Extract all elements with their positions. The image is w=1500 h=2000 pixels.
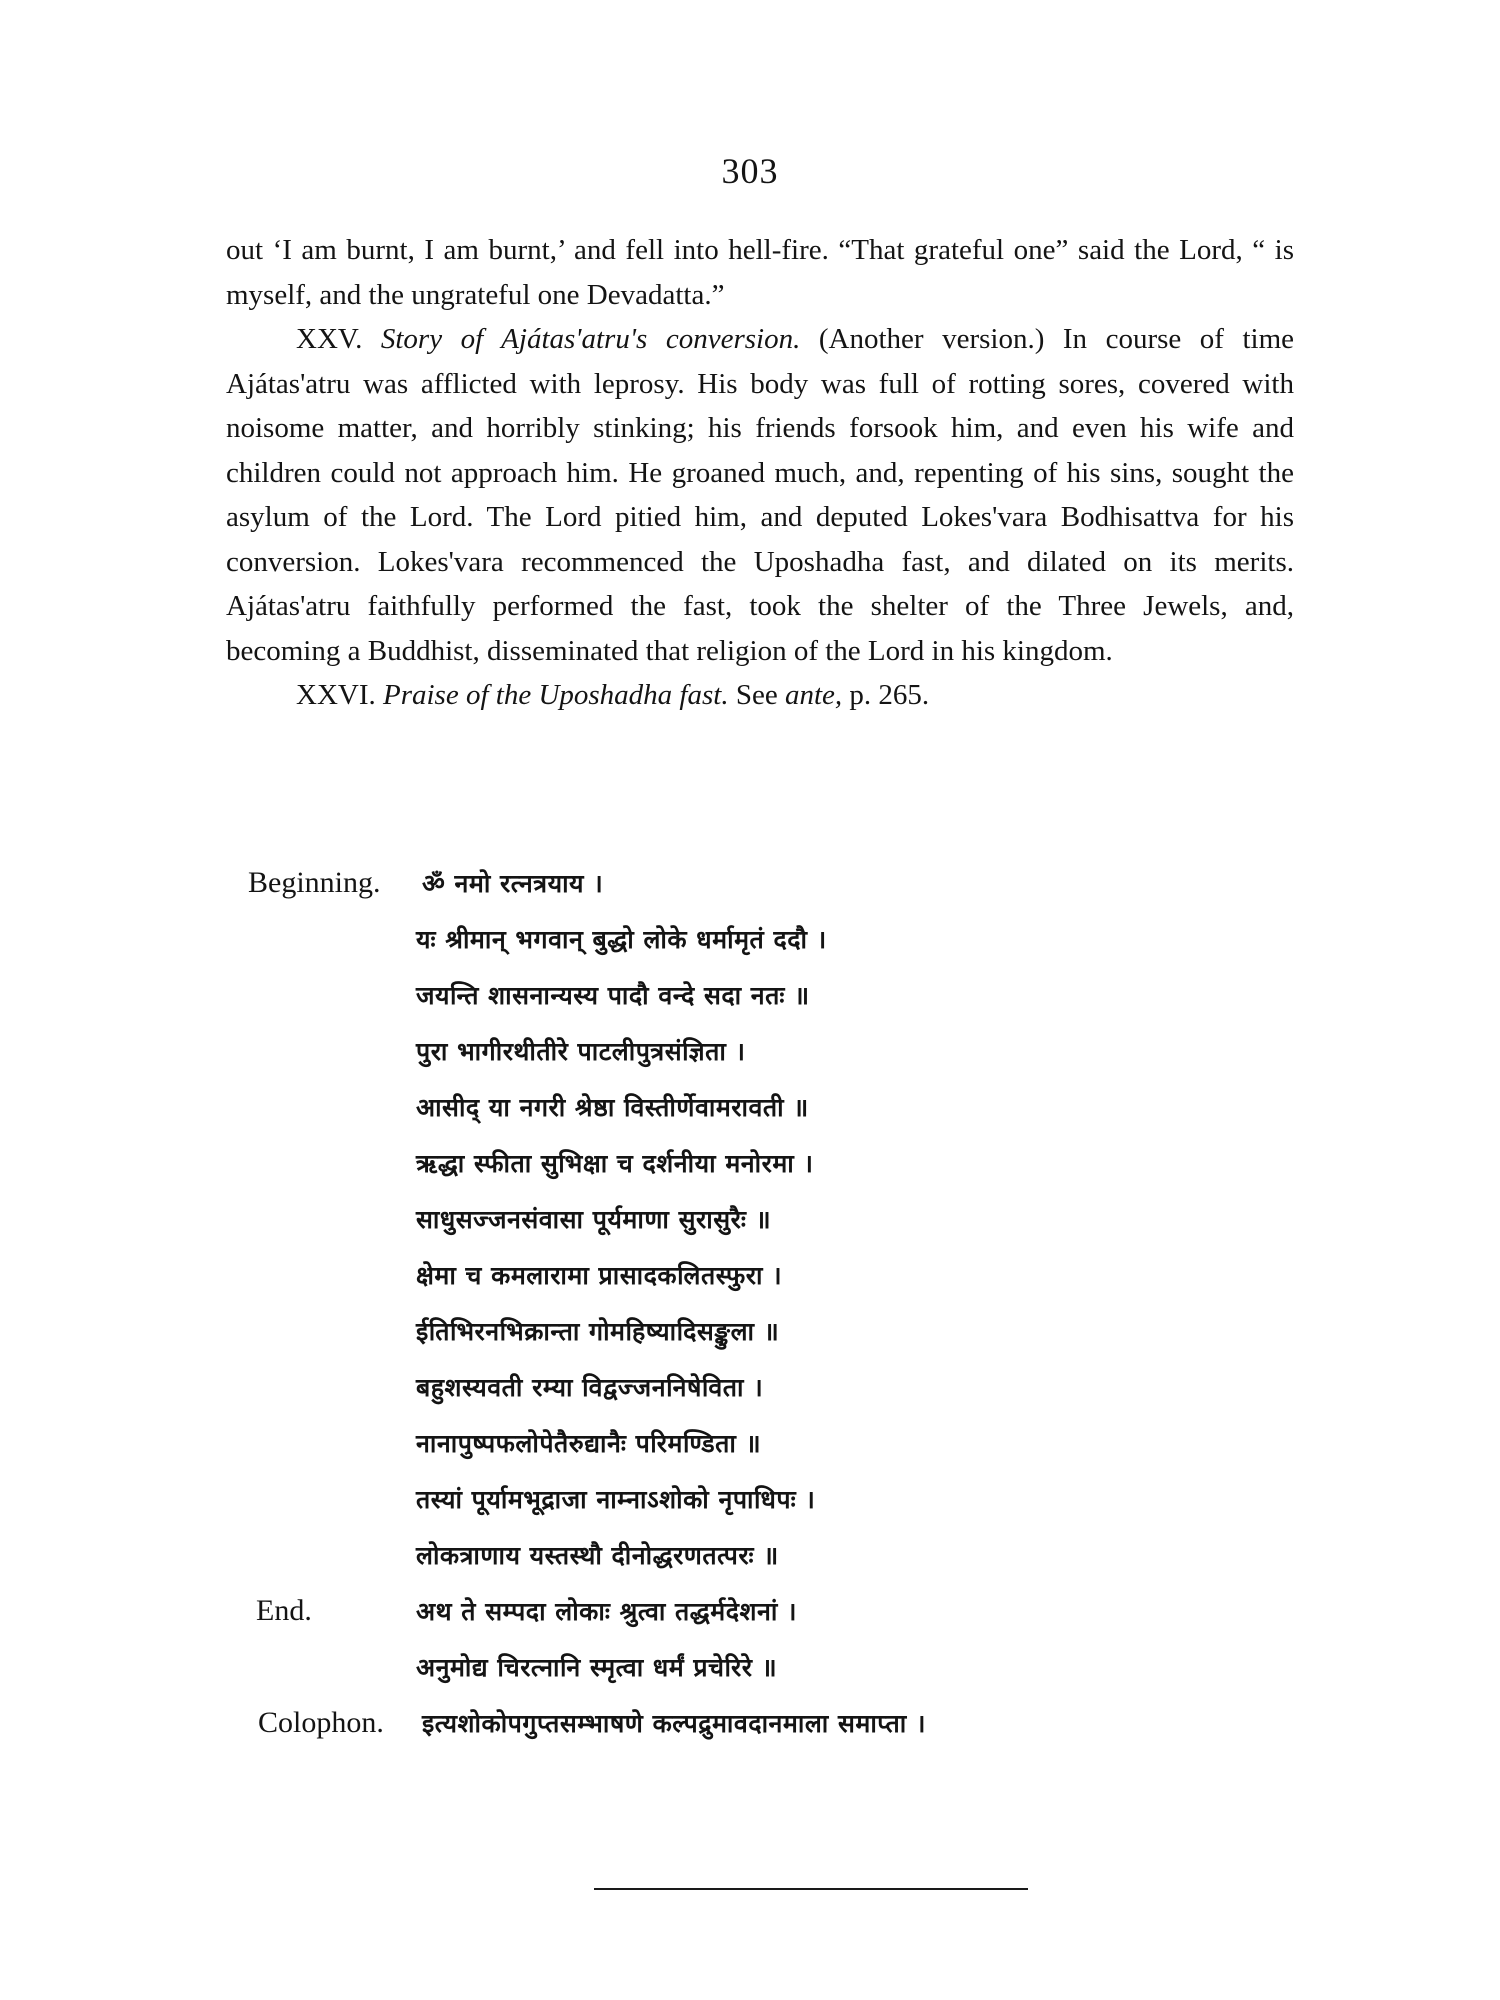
verse-row	[0, 1090, 1500, 1142]
section-title-xxv: Story of Ajátas'atru's conversion.	[380, 323, 801, 355]
verse-row	[0, 1034, 1500, 1086]
sanskrit-line: यः श्रीमान् भगवान् बुद्धो लोके धर्मामृतं ददौ ।	[416, 925, 827, 954]
see-text: See	[735, 679, 778, 711]
section-number-xxvi: XXVI.	[296, 679, 376, 711]
verse-row	[0, 1594, 1500, 1646]
section-title-xxvi: Praise of the Uposhadha fast.	[383, 679, 729, 711]
sanskrit-line: ईतिभिरनभिक्रान्ता गोमहिष्यादिसङ्कुला ॥	[416, 1317, 780, 1346]
section-body-xxv: (Another version.) In course of time Ajátas'atru was afflicted with leprosy. His body was full of rotting sores, covered with noisome matter, and horribly stinking; his friends forsook him, and even his wife and children could not approach him. He groaned much, and, repenting of his sins, sought the asylum of the Lord. The Lord pitied him, and deputed Lokes'vara Bodhisattva for his conversion. Lokes'vara recommenced the Uposhadha fast, and dilated on its merits. Ajátas'atru faithfully performed the fast, took the shelter of the Three Jewels, and, becoming a Buddhist, disseminated that religion of the Lord in his kingdom.	[226, 323, 1295, 667]
sanskrit-line: क्षेमा च कमलारामा प्रासादकलितस्फुरा ।	[416, 1261, 783, 1290]
verse-row	[0, 1258, 1500, 1310]
verse-row	[0, 1482, 1500, 1534]
verse-row	[0, 1314, 1500, 1366]
verse-row	[0, 1538, 1500, 1590]
verse-row	[0, 1650, 1500, 1702]
paragraph-xxvi	[226, 673, 1294, 718]
colophon-label: Colophon.	[258, 1706, 384, 1739]
sanskrit-line: अनुमोद्य चिरत्नानि स्मृत्वा धर्मं प्रचेरिरे ॥	[416, 1653, 778, 1682]
sanskrit-line: साधुसज्जनसंवासा पूर्यमाणा सुरासुरैः ॥	[416, 1205, 772, 1234]
verse-row	[0, 1370, 1500, 1422]
sanskrit-line: इत्यशोकोपगुप्तसम्भाषणे कल्पद्रुमावदानमाला समाप्ता ।	[422, 1709, 926, 1738]
verse-row	[0, 1202, 1500, 1254]
sanskrit-line: पुरा भागीरथीतीरे पाटलीपुत्रसंज्ञिता ।	[416, 1037, 746, 1066]
verse-row	[0, 1146, 1500, 1198]
page-number: 303	[721, 151, 779, 191]
verse-row	[0, 1706, 1500, 1758]
prose-body	[226, 228, 1294, 718]
paragraph-xxv	[226, 317, 1294, 673]
end-label: End.	[256, 1594, 312, 1627]
section-number-xxv: XXV.	[296, 323, 363, 355]
verse-row	[0, 922, 1500, 974]
ante-text: ante,	[784, 679, 843, 711]
sanskrit-line: नानापुष्पफलोपेतैरुद्यानैः परिमण्डिता ॥	[416, 1429, 762, 1458]
beginning-label: Beginning.	[248, 866, 381, 899]
verse-row	[0, 1426, 1500, 1478]
sanskrit-line: अथ ते सम्पदा लोकाः श्रुत्वा तद्धर्मदेशनां ।	[416, 1597, 797, 1626]
paragraph-continued: out ‘I am burnt, I am burnt,’ and fell into hell-fire. “That grateful one” said the Lord, “ is myself, and the ungrateful one Devadatta.”	[226, 234, 1294, 311]
sanskrit-line: ऋद्धा स्फीता सुभिक्षा च दर्शनीया मनोरमा ।	[416, 1149, 814, 1178]
verse-row	[0, 978, 1500, 1030]
sanskrit-line: बहुशस्यवती रम्या विद्वज्जननिषेविता ।	[416, 1373, 764, 1402]
closing-rule	[594, 1888, 1028, 1890]
page-reference: p. 265.	[849, 679, 930, 711]
sanskrit-line: तस्यां पूर्यामभूद्राजा नाम्नाऽशोको नृपाधिपः ।	[416, 1485, 816, 1514]
verse-row	[0, 866, 1500, 918]
sanskrit-line: लोकत्राणाय यस्तस्थौ दीनोद्धरणतत्परः ॥	[416, 1541, 779, 1570]
sanskrit-line: ॐ नमो रत्नत्रयाय ।	[422, 869, 604, 898]
sanskrit-line: आसीद् या नगरी श्रेष्ठा विस्तीर्णेवामरावती ॥	[416, 1093, 809, 1122]
sanskrit-line: जयन्ति शासनान्यस्य पादौ वन्दे सदा नतः ॥	[416, 981, 810, 1010]
